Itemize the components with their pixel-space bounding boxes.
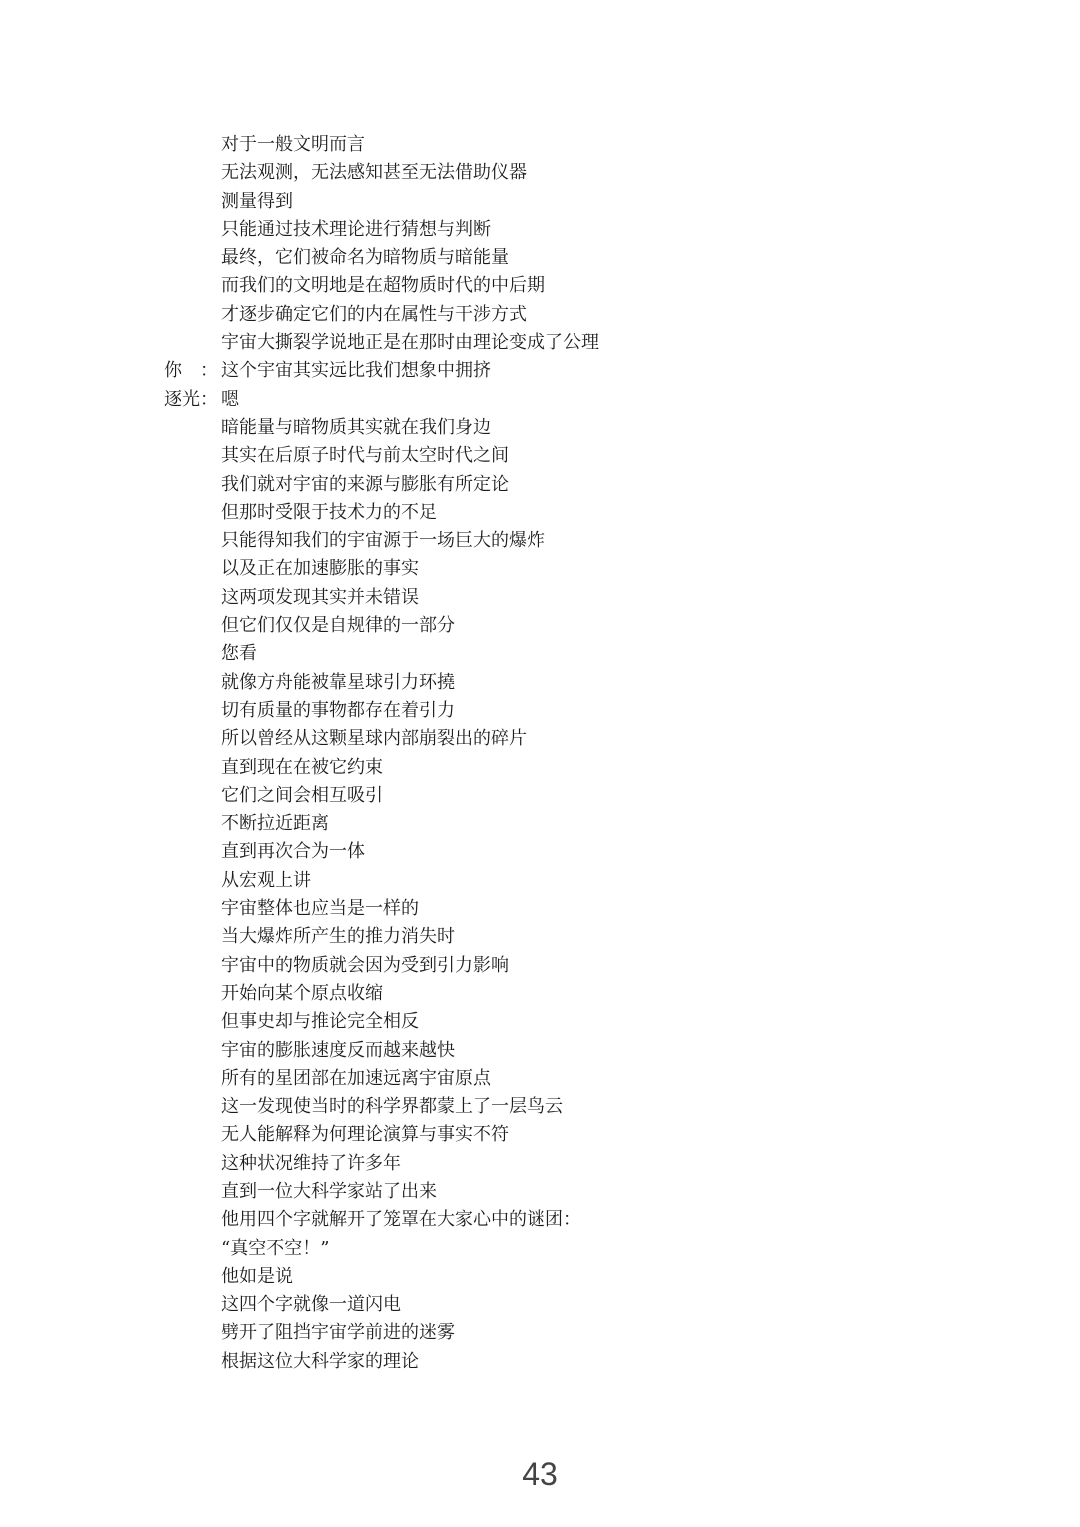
line-text: 只能通过技术理论进行猜想与判断: [221, 218, 491, 240]
speaker-label: 逐光：: [164, 388, 218, 410]
text-line: [0, 1263, 1080, 1291]
text-line: [0, 357, 1080, 385]
text-line: [0, 216, 1080, 244]
line-text: 而我们的文明地是在超物质时代的中后期: [221, 275, 545, 297]
text-line: [0, 1291, 1080, 1319]
text-line: [0, 697, 1080, 725]
line-text: 以及正在加速膨胀的事实: [221, 558, 419, 580]
text-line: [0, 810, 1080, 838]
text-line: [0, 1150, 1080, 1178]
line-text: 他用四个字就解开了笼罩在大家心中的谜团：: [221, 1209, 581, 1231]
text-line: [0, 923, 1080, 951]
line-text: “真空不空！”: [221, 1237, 330, 1259]
line-text: 宇宙大撕裂学说地正是在那时由理论变成了公理: [221, 332, 599, 354]
line-text: 它们之间会相互吸引: [221, 784, 383, 806]
page-number: 43: [522, 1456, 558, 1492]
text-line: [0, 1008, 1080, 1036]
text-line: [0, 1037, 1080, 1065]
text-line: [0, 1121, 1080, 1149]
text-line: [0, 952, 1080, 980]
line-text: 所有的星团部在加速远离宇宙原点: [221, 1067, 491, 1089]
text-line: [0, 980, 1080, 1008]
text-line: [0, 640, 1080, 668]
line-text: 根据这位大科学家的理论: [221, 1350, 419, 1372]
line-text: 宇宙中的物质就会因为受到引力影响: [221, 954, 509, 976]
text-line: [0, 1206, 1080, 1234]
line-text: 这一发现使当时的科学界都蒙上了一层鸟云: [221, 1096, 563, 1118]
line-text: 最终，它们被命名为暗物质与暗能量: [221, 247, 509, 269]
text-line: [0, 725, 1080, 753]
text-line: [0, 386, 1080, 414]
text-line: [0, 782, 1080, 810]
line-text: 不断拉近距离: [221, 813, 329, 835]
line-text: 开始向某个原点收缩: [221, 982, 383, 1004]
line-text: 这两项发现其实并未错误: [221, 586, 419, 608]
text-line: [0, 244, 1080, 272]
speaker-label: 你 ：: [164, 360, 218, 382]
line-text: 直到再次合为一体: [221, 841, 365, 863]
line-text: 嗯: [221, 388, 239, 410]
text-line: [0, 499, 1080, 527]
text-line: [0, 471, 1080, 499]
text-line: [0, 414, 1080, 442]
line-text: 他如是说: [221, 1265, 293, 1287]
text-line: [0, 612, 1080, 640]
text-line: [0, 1178, 1080, 1206]
line-text: 所以曾经从这颗星球内部崩裂出的碎片: [221, 728, 527, 750]
line-text: 才逐步确定它们的内在属性与干涉方式: [221, 303, 527, 325]
line-text: 您看: [221, 643, 257, 665]
text-line: [0, 1093, 1080, 1121]
text-line: [0, 1319, 1080, 1347]
line-text: 这个宇宙其实远比我们想象中拥挤: [221, 360, 491, 382]
line-text: 这种状况维持了许多年: [221, 1152, 401, 1174]
line-text: 但那时受限于技术力的不足: [221, 501, 437, 523]
line-text: 无人能解释为何理论演算与事实不符: [221, 1124, 509, 1146]
line-text: 对于一般文明而言: [221, 134, 365, 155]
text-line: [0, 272, 1080, 300]
text-line: [0, 555, 1080, 583]
line-text: 就像方舟能被靠星球引力环撓: [221, 671, 455, 693]
line-text: 从宏观上讲: [221, 869, 311, 891]
line-text: 但事史却与推论完全相反: [221, 1011, 419, 1033]
text-line: [0, 1065, 1080, 1093]
text-line: [0, 838, 1080, 866]
text-line: [0, 1348, 1080, 1376]
text-line: [0, 584, 1080, 612]
text-block: [0, 131, 1080, 1376]
text-line: [0, 329, 1080, 357]
line-text: 测量得到: [221, 190, 293, 212]
text-line: [0, 895, 1080, 923]
text-line: [0, 301, 1080, 329]
line-text: 直到现在在被它约束: [221, 756, 383, 778]
line-text: 但它们仅仅是自规律的一部分: [221, 615, 455, 637]
text-line: [0, 527, 1080, 555]
line-text: 直到一位大科学家站了出来: [221, 1180, 437, 1202]
line-text: 其实在后原子时代与前太空时代之间: [221, 445, 509, 467]
text-line: [0, 159, 1080, 187]
line-text: 暗能量与暗物质其实就在我们身边: [221, 416, 491, 438]
text-line: [0, 131, 1080, 159]
line-text: 宇宙的膨胀速度反而越来越快: [221, 1039, 455, 1061]
text-line: [0, 754, 1080, 782]
line-text: 当大爆炸所产生的推力消失时: [221, 926, 455, 948]
text-line: [0, 867, 1080, 895]
line-text: 切有质量的事物都存在着引力: [221, 699, 455, 721]
line-text: 我们就对宇宙的来源与膨胀有所定论: [221, 473, 509, 495]
line-text: 劈开了阻挡宇宙学前进的迷雾: [221, 1322, 455, 1344]
line-text: 只能得知我们的宇宙源于一场巨大的爆炸: [221, 530, 545, 552]
text-line: [0, 1235, 1080, 1263]
line-text: 无法观测，无法感知甚至无法借助仪器: [221, 162, 527, 184]
text-line: [0, 669, 1080, 697]
line-text: 这四个字就像一道闪电: [221, 1294, 401, 1316]
text-line: [0, 188, 1080, 216]
text-line: [0, 442, 1080, 470]
line-text: 宇宙整体也应当是一样的: [221, 898, 419, 920]
